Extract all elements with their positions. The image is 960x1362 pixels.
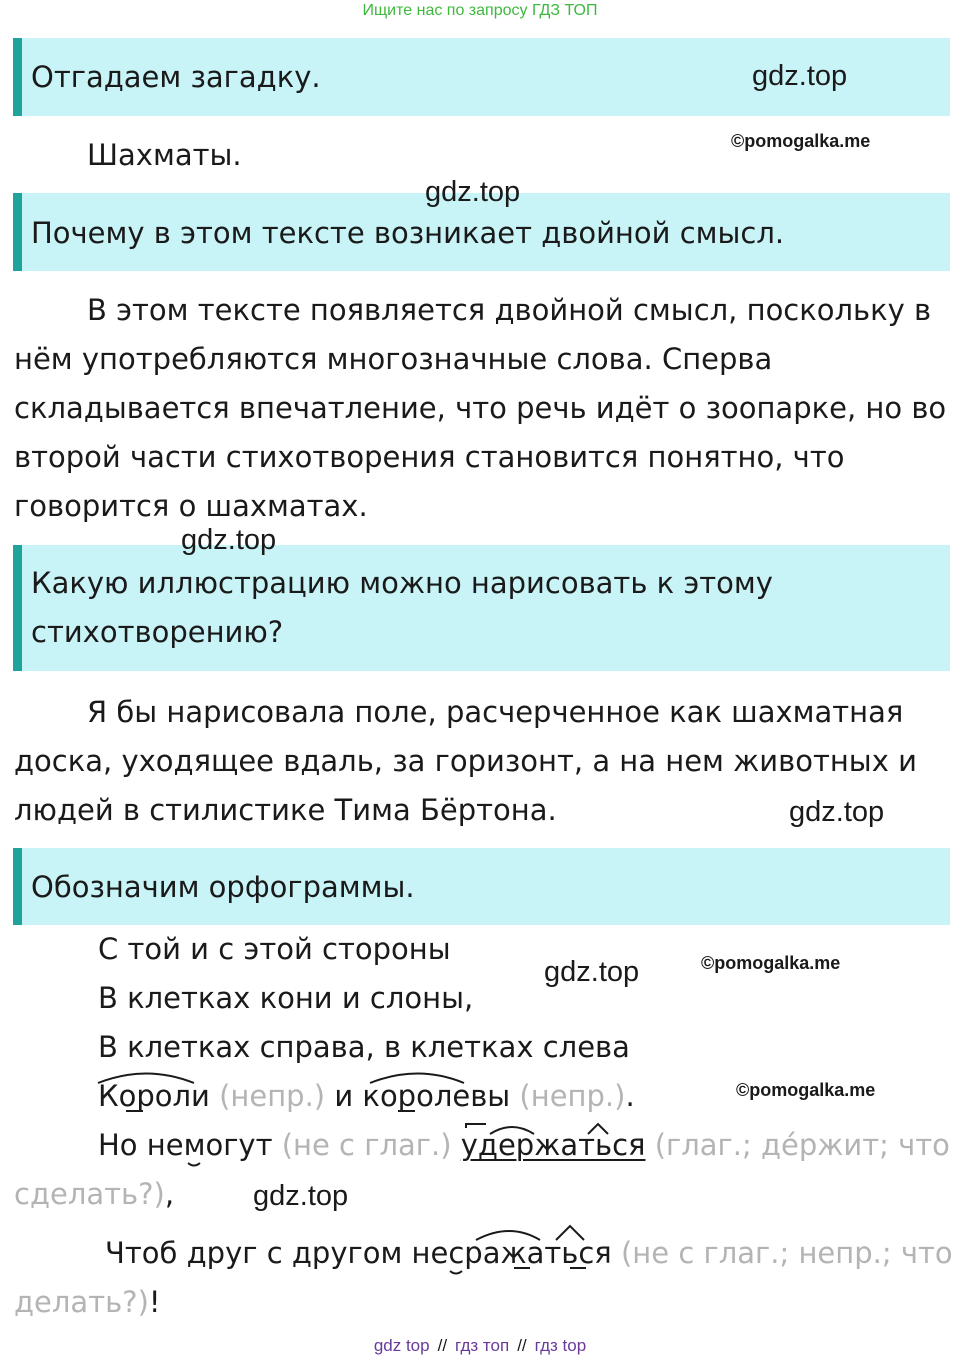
poem-line-5-cont: [14, 1170, 174, 1219]
word-korolevy: королевы: [362, 1079, 511, 1113]
text-line: людей в стилистике Тима Бёртона.: [14, 793, 557, 827]
word-mogut: могут: [183, 1128, 273, 1162]
poem-line-5: [98, 1121, 950, 1170]
word-uderzhatsya: удержаться: [460, 1128, 646, 1162]
footer-links: [0, 1336, 960, 1356]
poem-line-1: С той и с этой стороны: [98, 932, 451, 966]
footer-separator: //: [437, 1336, 448, 1355]
text-line: второй части стихотворения становится понятно, что: [14, 440, 845, 474]
footer-link[interactable]: gdz top: [373, 1336, 430, 1355]
heading-riddle-text: Отгадаем загадку.: [31, 60, 321, 94]
heading-illustration-line: стихотворению?: [31, 615, 284, 649]
poem-line-3: В клетках справа, в клетках слева: [98, 1030, 630, 1064]
heading-orthograms-text: Обозначим орфограммы.: [31, 870, 415, 904]
heading-illustration: [13, 545, 950, 671]
text-line: Я бы нарисовала поле, расчерченное как шахматная: [87, 695, 904, 729]
note-verb-cont: сделать?): [14, 1177, 165, 1211]
word-and: и: [334, 1079, 354, 1113]
watermark-pomogalka: ©pomogalka.me: [701, 953, 841, 973]
watermark-gdz: gdz.top: [752, 60, 848, 92]
note-unchecked: (непр.): [519, 1079, 626, 1113]
heading-double-meaning-text: Почему в этом тексте возникает двойной смысл.: [31, 216, 785, 250]
heading-illustration-line: Какую иллюстрацию можно нарисовать к этому: [31, 566, 773, 600]
punctuation: .: [625, 1079, 635, 1113]
watermark-gdz: gdz.top: [425, 176, 521, 208]
punctuation: !: [148, 1285, 161, 1319]
word-koroli: Короли: [98, 1079, 210, 1113]
text-line: говорится о шахматах.: [14, 489, 368, 523]
note-unchecked: (непр.): [219, 1079, 326, 1113]
text-line: В этом тексте появляется двойной смысл, поскольку в: [87, 293, 932, 327]
word-no-ne: Но не: [98, 1128, 184, 1162]
poem-line-4: [98, 1072, 635, 1121]
top-search-link[interactable]: Ищите нас по запросу ГДЗ ТОП: [362, 2, 598, 19]
note-verb-cont: делать?): [14, 1285, 149, 1319]
poem-line-6: [105, 1229, 953, 1278]
punctuation: ,: [164, 1177, 175, 1211]
watermark-gdz: gdz.top: [253, 1180, 349, 1212]
poem-line-2: В клетках кони и слоны,: [98, 981, 474, 1015]
text-line: доска, уходящее вдаль, за горизонт, а на нем животных и: [14, 744, 917, 778]
word-srazhatsya: сражаться: [448, 1236, 612, 1270]
watermark-pomogalka: ©pomogalka.me: [736, 1080, 876, 1100]
footer-link[interactable]: гдз top: [534, 1336, 587, 1355]
watermark-pomogalka: ©pomogalka.me: [731, 131, 871, 151]
poem-line-6-cont: [14, 1278, 161, 1327]
text-line: складывается впечатление, что речь идёт о зоопарке, но во: [14, 391, 947, 425]
answer-double-meaning: [14, 286, 954, 531]
watermark-gdz: gdz.top: [181, 524, 277, 556]
note-verb: (глаг.; де́ржит; что: [654, 1128, 950, 1162]
word-chtob-ne: Чтоб друг с другом не: [105, 1236, 449, 1270]
note-ne-with-verb-unchecked: (не с глаг.; непр.; что: [620, 1236, 953, 1270]
riddle-answer: Шахматы.: [87, 138, 242, 172]
footer-link[interactable]: гдз топ: [455, 1336, 510, 1355]
text-line: нём употребляются многозначные слова. Сперва: [14, 342, 773, 376]
heading-orthograms: [13, 848, 950, 925]
watermark-gdz: gdz.top: [544, 956, 640, 988]
note-ne-with-verb: (не с глаг.): [281, 1128, 452, 1162]
footer-separator: //: [517, 1336, 527, 1355]
watermark-gdz: gdz.top: [789, 796, 885, 828]
